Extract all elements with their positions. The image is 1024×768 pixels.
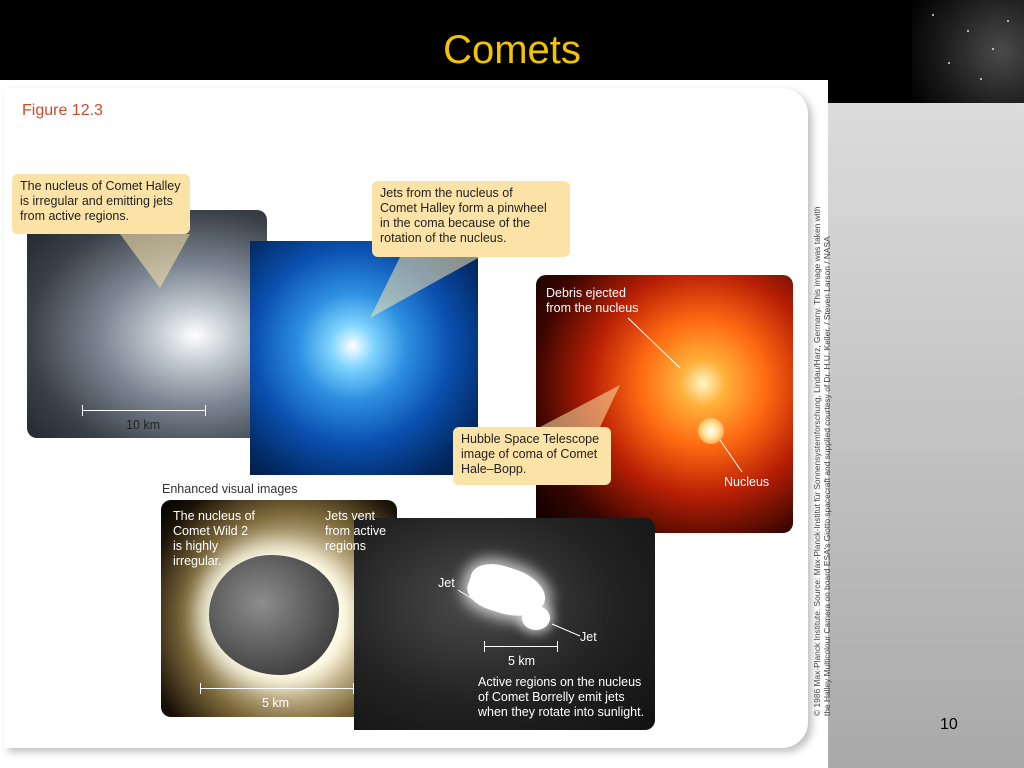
jet-left-leader-line (458, 590, 484, 606)
halley-callout-pointer (120, 234, 190, 288)
scale-bar-5km-b (484, 646, 558, 647)
hubble-callout-pointer (540, 385, 620, 427)
hubble-callout: Hubble Space Telescope image of coma of Comet Hale–Bopp. (453, 427, 611, 485)
debris-leader-line (628, 318, 680, 368)
page-number: 10 (940, 716, 958, 733)
scale-label-5km-a: 5 km (262, 696, 290, 710)
nucleus-label: Nucleus (724, 475, 770, 489)
jet-left-label: Jet (438, 576, 455, 590)
scale-bar-5km-a (200, 688, 354, 689)
jets-vent-label: Jets vent from active regions (325, 509, 387, 553)
slide-title: Comets (443, 28, 581, 72)
figure-label: Figure 12.3 (22, 102, 103, 119)
nucleus-leader-line (720, 440, 742, 472)
jet-right-leader-line (552, 624, 580, 636)
jets-callout: Jets from the nucleus of Comet Halley form a pinwheel in the coma because of the rotation of the nucleus. (372, 181, 570, 257)
scale-bar-10km (82, 410, 206, 411)
halley-callout: The nucleus of Comet Halley is irregular and emitting jets from active regions. (12, 174, 190, 234)
jets-callout-pointer (370, 257, 480, 318)
wild2-label: The nucleus of Comet Wild 2 is highly irregular. (173, 509, 255, 568)
scale-label-10km: 10 km (126, 418, 161, 432)
image-credit: © 1986 Max-Planck Institute. Source: Max-Planck-Institut für Sonnensystemforschung, Lindau/Harz, Germany. This image was taken with the Halley Multicolour Camera on board ESA's Giotto spacecraft and supplied courtesy of Dr. H.U. Keller. / Steven Larson / NASA (812, 206, 832, 716)
jet-right-label: Jet (580, 630, 597, 644)
scale-label-5km-b: 5 km (508, 654, 536, 668)
enhanced-images-label: Enhanced visual images (162, 482, 298, 496)
debris-label: Debris ejected from the nucleus (546, 286, 639, 315)
borrelly-caption: Active regions on the nucleus of Comet Borrelly emit jets when they rotate into sunlight. (478, 675, 645, 719)
